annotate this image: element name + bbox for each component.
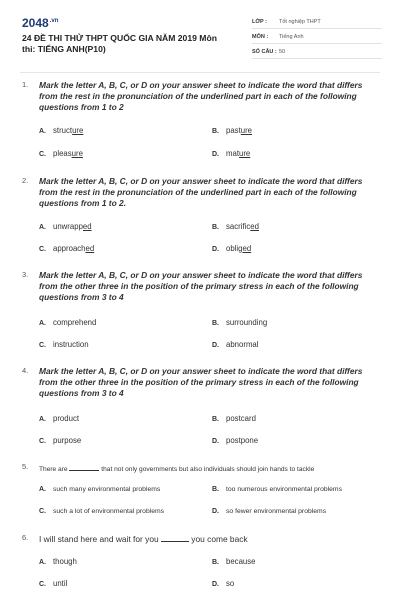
question-4 — [22, 366, 382, 456]
option-text: because — [226, 557, 256, 566]
option-letter: A. — [39, 320, 46, 327]
option-letter: D. — [212, 438, 219, 445]
brand-suffix: .vn — [49, 18, 59, 24]
option-letter: D. — [212, 151, 219, 158]
option-c[interactable] — [39, 436, 81, 445]
question-text-before: I will stand here and wait for you — [39, 534, 159, 544]
option-text: product — [53, 414, 80, 423]
option-underlined: ure — [72, 126, 84, 135]
question-6 — [22, 533, 382, 595]
option-letter: D. — [212, 508, 219, 515]
option-text: postcard — [226, 414, 256, 423]
option-d[interactable] — [212, 436, 258, 445]
option-letter: C. — [39, 438, 46, 445]
meta-row-class — [252, 16, 382, 29]
question-3 — [22, 270, 382, 360]
option-underlined: ed — [242, 244, 252, 253]
question-text-before: There are — [39, 466, 68, 473]
option-text: postpone — [226, 436, 259, 445]
option-c[interactable] — [39, 340, 89, 349]
option-letter: D. — [212, 246, 219, 253]
option-text: such many environmental problems — [53, 486, 161, 493]
option-letter: C. — [39, 581, 46, 588]
answer-blank — [69, 462, 99, 471]
option-letter: C. — [39, 246, 46, 253]
option-text: such a lot of environmental problems — [53, 508, 165, 515]
option-b[interactable] — [212, 557, 255, 566]
question-text — [39, 533, 381, 545]
question-text-after: that not only governments but also individuals should join hands to tackle — [101, 466, 315, 473]
option-letter: C. — [39, 151, 46, 158]
question-number: 2. — [22, 176, 29, 185]
question-text: Mark the letter A, B, C, or D on your answer sheet to indicate the word that differs from the other three in the position of the primary stress in each of the following questions from 3 to 4 — [39, 270, 363, 302]
question-2 — [22, 176, 382, 266]
option-underlined: ure — [239, 149, 251, 158]
option-letter: B. — [212, 320, 219, 327]
question-number: 3. — [22, 270, 29, 279]
question-text — [39, 462, 381, 475]
question-1 — [22, 80, 382, 170]
option-c[interactable] — [39, 149, 83, 158]
question-number: 6. — [22, 533, 29, 542]
option-c[interactable] — [39, 579, 67, 588]
option-a[interactable] — [39, 414, 79, 423]
option-letter: A. — [39, 128, 46, 135]
brand-name: 2048 — [22, 16, 49, 30]
option-d[interactable] — [212, 579, 234, 588]
option-underlined: ed — [82, 222, 92, 231]
option-a[interactable] — [39, 126, 83, 135]
question-text: Mark the letter A, B, C, or D on your answer sheet to indicate the word that differs from the rest in the pronunciation of the underlined part in each of the following questions from 1 to 2. — [39, 176, 363, 208]
brand-logo[interactable] — [22, 16, 58, 30]
option-text: unwrapp — [53, 222, 83, 231]
option-letter: C. — [39, 342, 46, 349]
option-b[interactable] — [212, 222, 259, 231]
question-5 — [22, 462, 382, 522]
option-underlined: ed — [250, 222, 259, 231]
option-letter: B. — [212, 559, 219, 566]
option-d[interactable] — [212, 508, 326, 515]
document-header — [22, 12, 382, 58]
meta-row-count — [252, 46, 382, 59]
option-text: comprehend — [53, 318, 97, 327]
meta-row-subject — [252, 31, 382, 44]
option-underlined: ure — [240, 126, 253, 135]
option-text: instruction — [53, 340, 89, 349]
option-underlined: ed — [85, 244, 95, 253]
option-a[interactable] — [39, 318, 96, 327]
option-b[interactable] — [212, 318, 267, 327]
option-d[interactable] — [212, 149, 250, 158]
option-letter: B. — [212, 416, 219, 423]
meta-label: SỐ CÂU : — [252, 49, 277, 55]
option-b[interactable] — [212, 126, 252, 135]
question-number: 1. — [22, 80, 29, 89]
option-text: though — [53, 557, 77, 566]
option-letter: B. — [212, 224, 219, 231]
option-a[interactable] — [39, 486, 160, 493]
document-title: 24 ĐỀ THI THỬ THPT QUỐC GIA NĂM 2019 Môn thi: TIẾNG ANH(P10) — [22, 33, 217, 54]
option-c[interactable] — [39, 244, 94, 253]
option-underlined: ure — [71, 149, 83, 158]
option-text: past — [226, 126, 241, 135]
option-text: abnormal — [226, 340, 259, 349]
option-text: so — [226, 579, 235, 588]
option-text: approach — [53, 244, 86, 253]
question-text-after: you come back — [191, 534, 248, 544]
option-d[interactable] — [212, 244, 251, 253]
meta-table — [252, 16, 382, 61]
question-text: Mark the letter A, B, C, or D on your answer sheet to indicate the word that differs from the other three in the position of the primary stress in each of the following questions from 3 to 4 — [39, 366, 363, 398]
option-a[interactable] — [39, 222, 92, 231]
option-letter: A. — [39, 416, 46, 423]
option-text: sacrific — [226, 222, 251, 231]
option-d[interactable] — [212, 340, 259, 349]
meta-value: Tốt nghiệp THPT — [279, 19, 321, 25]
option-letter: A. — [39, 486, 46, 493]
question-text: Mark the letter A, B, C, or D on your answer sheet to indicate the word that differs from the rest in the pronunciation of the underlined part in each of the following questions from 1 to 2 — [39, 80, 363, 112]
option-letter: D. — [212, 342, 219, 349]
option-text: mat — [226, 149, 239, 158]
question-number: 5. — [22, 462, 29, 471]
option-text: struct — [53, 126, 73, 135]
option-text: so fewer environmental problems — [226, 508, 327, 515]
meta-value: Tiếng Anh — [279, 34, 304, 40]
option-text: until — [53, 579, 68, 588]
option-c[interactable] — [39, 508, 164, 515]
meta-label: MÔN : — [252, 34, 269, 40]
meta-label: LỚP : — [252, 19, 267, 25]
option-text: pleas — [53, 149, 72, 158]
option-text: too numerous environmental problems — [226, 486, 342, 493]
option-text: purpose — [53, 436, 82, 445]
option-text: oblig — [226, 244, 243, 253]
option-letter: B. — [212, 486, 219, 493]
option-letter: A. — [39, 559, 46, 566]
answer-blank — [161, 533, 189, 542]
meta-value: 50 — [279, 49, 286, 55]
question-number: 4. — [22, 366, 29, 375]
option-letter: B. — [212, 128, 219, 135]
option-b[interactable] — [212, 414, 256, 423]
option-a[interactable] — [39, 557, 77, 566]
header-divider — [20, 72, 380, 73]
option-letter: C. — [39, 508, 46, 515]
option-letter: A. — [39, 224, 46, 231]
option-text: surrounding — [226, 318, 268, 327]
option-b[interactable] — [212, 486, 342, 493]
option-letter: D. — [212, 581, 219, 588]
